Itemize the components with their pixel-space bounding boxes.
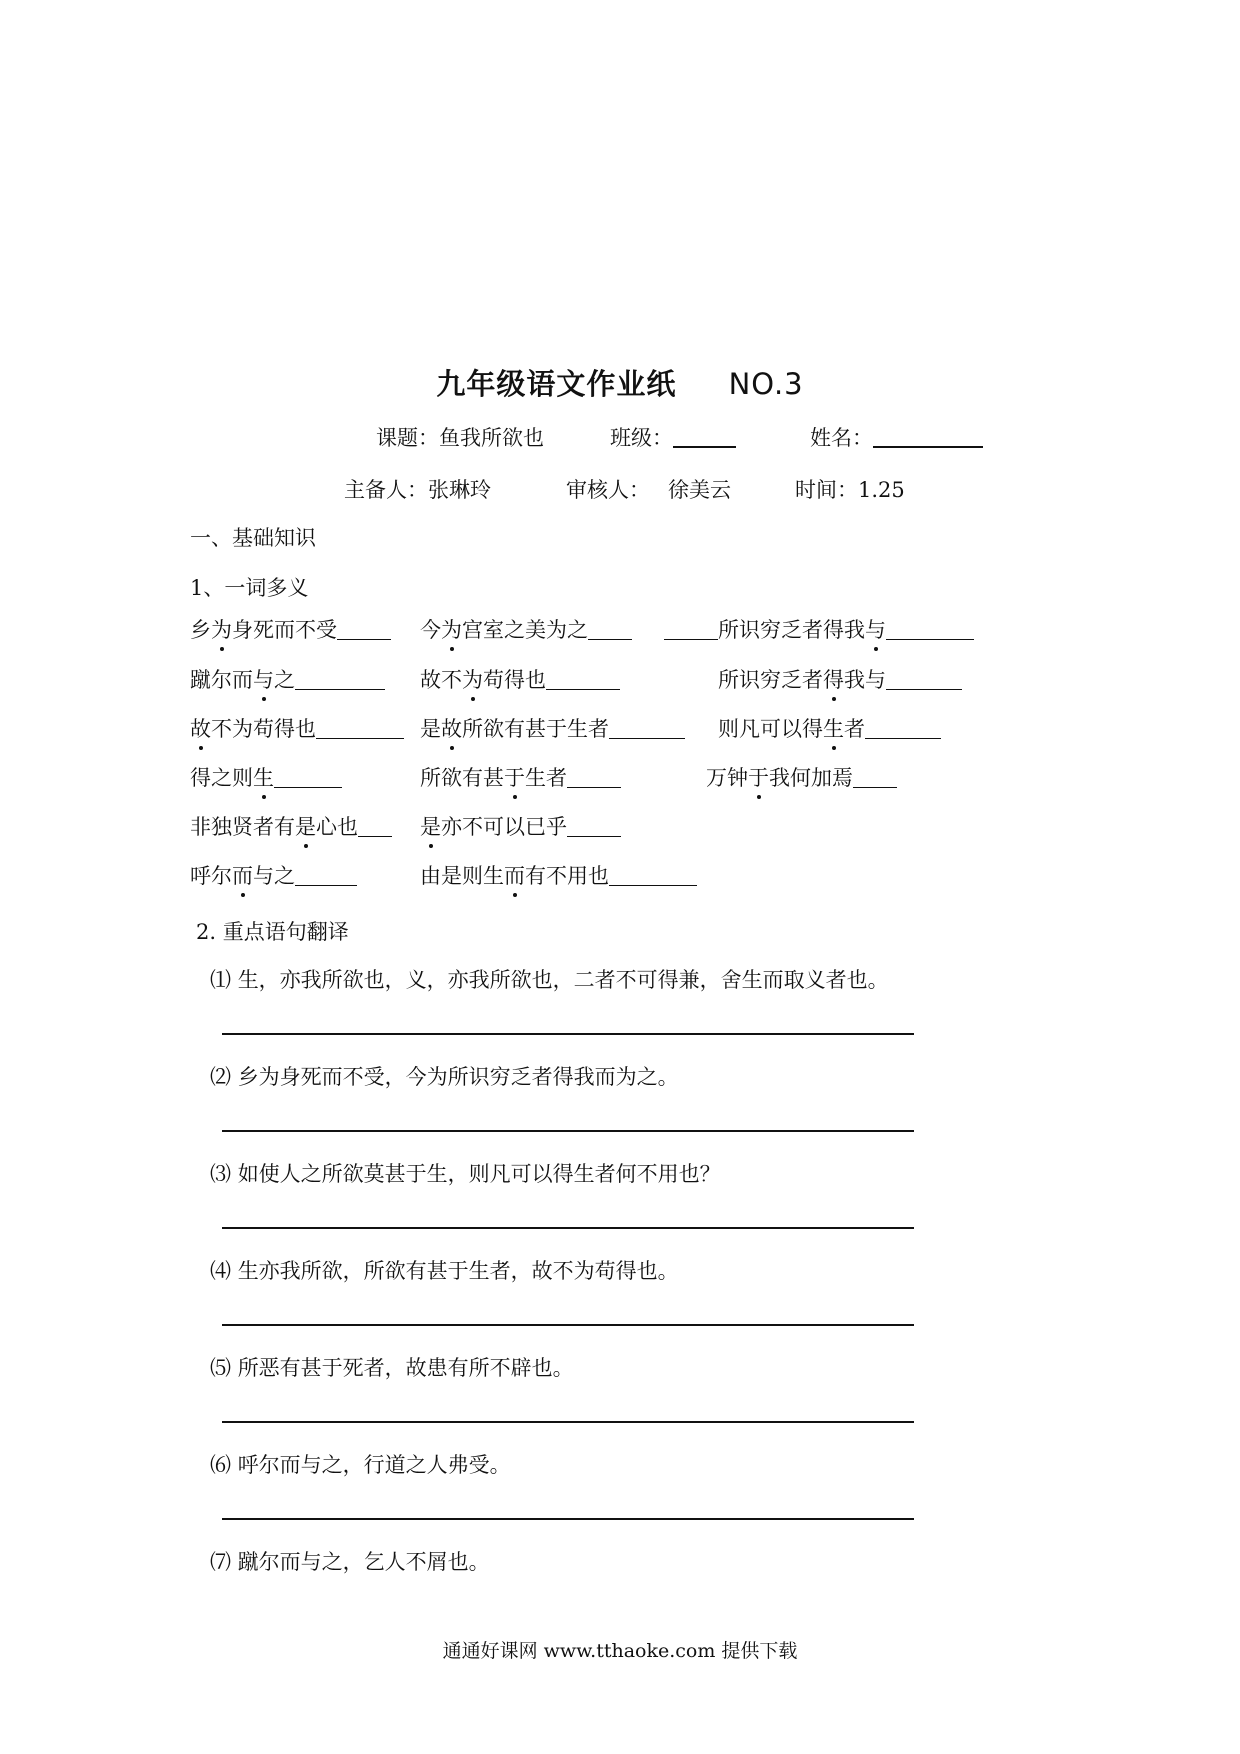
name-blank[interactable] — [873, 424, 983, 448]
polysemy-item: 故不为苟得也 — [420, 664, 620, 694]
answer-blank[interactable] — [609, 718, 685, 739]
sentence-number: ⑹ — [210, 1453, 231, 1477]
translation-sentence — [210, 1352, 574, 1382]
translation-sentence — [210, 1255, 679, 1285]
answer-line[interactable] — [222, 1324, 914, 1326]
preparer-info — [344, 474, 491, 504]
polysemy-item: 是亦不可以已乎 — [420, 811, 621, 841]
dotted-char: 生 — [823, 713, 844, 743]
translation-sentence — [210, 1158, 721, 1188]
name-field[interactable] — [810, 422, 983, 452]
polysemy-item: 故不为苟得也 — [190, 713, 404, 743]
dotted-char: 与 — [865, 614, 886, 644]
answer-blank[interactable] — [358, 816, 392, 837]
answer-blank[interactable] — [546, 669, 620, 690]
polysemy-item: 所识穷乏者得我与 — [718, 664, 962, 694]
preparer-label: 主备人： — [344, 478, 428, 502]
lesson-info-row — [376, 422, 544, 452]
answer-blank[interactable] — [609, 865, 697, 886]
dotted-char: 为 — [441, 614, 462, 644]
dotted-char: 生 — [253, 762, 274, 792]
time-info — [795, 474, 905, 504]
answer-blank[interactable] — [295, 669, 385, 690]
answer-blank[interactable] — [865, 718, 941, 739]
answer-blank[interactable] — [295, 865, 357, 886]
answer-blank[interactable] — [886, 619, 974, 640]
answer-blank[interactable] — [274, 767, 342, 788]
sentence-text: 蹴尔而与之，乞人不屑也。 — [237, 1550, 490, 1574]
dotted-char: 于 — [748, 762, 769, 792]
polysemy-item: 所识穷乏者得我与 — [664, 614, 974, 644]
reviewer-value: 徐美云 — [668, 478, 731, 502]
sentence-text: 呼尔而与之，行道之人弗受。 — [237, 1453, 511, 1477]
sentence-number: ⑶ — [210, 1162, 231, 1186]
sentence-text: 如使人之所欲莫甚于生，则凡可以得生者何不用也？ — [237, 1162, 721, 1186]
sentence-text: 乡为身死而不受，今为所识穷乏者得我而为之。 — [237, 1065, 679, 1089]
polysemy-item: 万钟于我何加焉 — [706, 762, 897, 792]
lesson-label: 课题： — [376, 426, 439, 450]
name-label: 姓名： — [810, 426, 873, 450]
dotted-char: 故 — [190, 713, 211, 743]
answer-line[interactable] — [222, 1033, 914, 1035]
answer-blank[interactable] — [337, 619, 391, 640]
answer-line[interactable] — [222, 1130, 914, 1132]
dotted-char: 于 — [504, 762, 525, 792]
dotted-char: 是 — [295, 811, 316, 841]
time-value: 1.25 — [858, 478, 905, 502]
section-title: 一、基础知识 — [190, 526, 316, 550]
sentence-number: ⑴ — [210, 968, 231, 992]
answer-line[interactable] — [222, 1421, 914, 1423]
polysemy-item: 由是则生而有不用也 — [420, 860, 697, 890]
answer-blank[interactable] — [853, 767, 897, 788]
class-blank[interactable] — [673, 424, 736, 448]
sentence-text: 生亦我所欲，所欲有甚于生者，故不为苟得也。 — [237, 1259, 679, 1283]
polysemy-item: 蹴尔而与之 — [190, 664, 385, 694]
polysemy-item: 是故所欲有甚于生者 — [420, 713, 685, 743]
dotted-char: 得 — [823, 664, 844, 694]
translation-sentence — [210, 1449, 511, 1479]
lesson-value: 鱼我所欲也 — [439, 426, 544, 450]
sentence-number: ⑵ — [210, 1065, 231, 1089]
dotted-char: 为 — [211, 614, 232, 644]
polysemy-item: 所欲有甚于生者 — [420, 762, 621, 792]
doc-number: NO.3 — [728, 367, 804, 401]
polysemy-item: 得之则生 — [190, 762, 342, 792]
page-title — [0, 362, 1240, 403]
polysemy-item: 乡为身死而不受 — [190, 614, 391, 644]
reviewer-label: 审核人： — [566, 478, 650, 502]
sentence-number: ⑸ — [210, 1356, 231, 1380]
class-label: 班级： — [610, 426, 673, 450]
dotted-char: 与 — [253, 664, 274, 694]
dotted-char: 故 — [441, 713, 462, 743]
dotted-char: 而 — [232, 860, 253, 890]
polysemy-item: 今为宫室之美为之 — [420, 614, 632, 644]
sentence-number: ⑺ — [210, 1550, 231, 1574]
answer-line[interactable] — [222, 1227, 914, 1229]
answer-line[interactable] — [222, 1518, 914, 1520]
question-2-title: 2. 重点语句翻译 — [196, 920, 349, 944]
preparer-value: 张琳玲 — [428, 478, 491, 502]
answer-blank[interactable] — [664, 619, 718, 640]
reviewer-info — [566, 474, 731, 504]
dotted-char: 而 — [504, 860, 525, 890]
answer-blank[interactable] — [567, 767, 621, 788]
answer-blank[interactable] — [316, 718, 404, 739]
translation-sentence — [210, 964, 889, 994]
polysemy-item: 非独贤者有是心也 — [190, 811, 392, 841]
sentence-number: ⑷ — [210, 1259, 231, 1283]
sentence-text: 所恶有甚于死者，故患有所不辟也。 — [237, 1356, 574, 1380]
polysemy-item: 呼尔而与之 — [190, 860, 357, 890]
translation-sentence — [210, 1061, 679, 1091]
answer-blank[interactable] — [886, 669, 962, 690]
footer-text: 通通好课网 www.tthaoke.com 提供下载 — [442, 1640, 798, 1662]
sentence-text: 生，亦我所欲也，义，亦我所欲也，二者不可得兼，舍生而取义者也。 — [237, 968, 889, 992]
time-label: 时间： — [795, 478, 858, 502]
dotted-char: 为 — [462, 664, 483, 694]
answer-blank[interactable] — [588, 619, 632, 640]
class-field[interactable] — [610, 422, 736, 452]
dotted-char: 是 — [420, 811, 441, 841]
polysemy-item: 则凡可以得生者 — [718, 713, 941, 743]
question-1-title: 1、一词多义 — [190, 576, 309, 600]
answer-blank[interactable] — [567, 816, 621, 837]
translation-sentence — [210, 1546, 490, 1576]
title-text: 九年级语文作业纸 — [436, 367, 677, 401]
